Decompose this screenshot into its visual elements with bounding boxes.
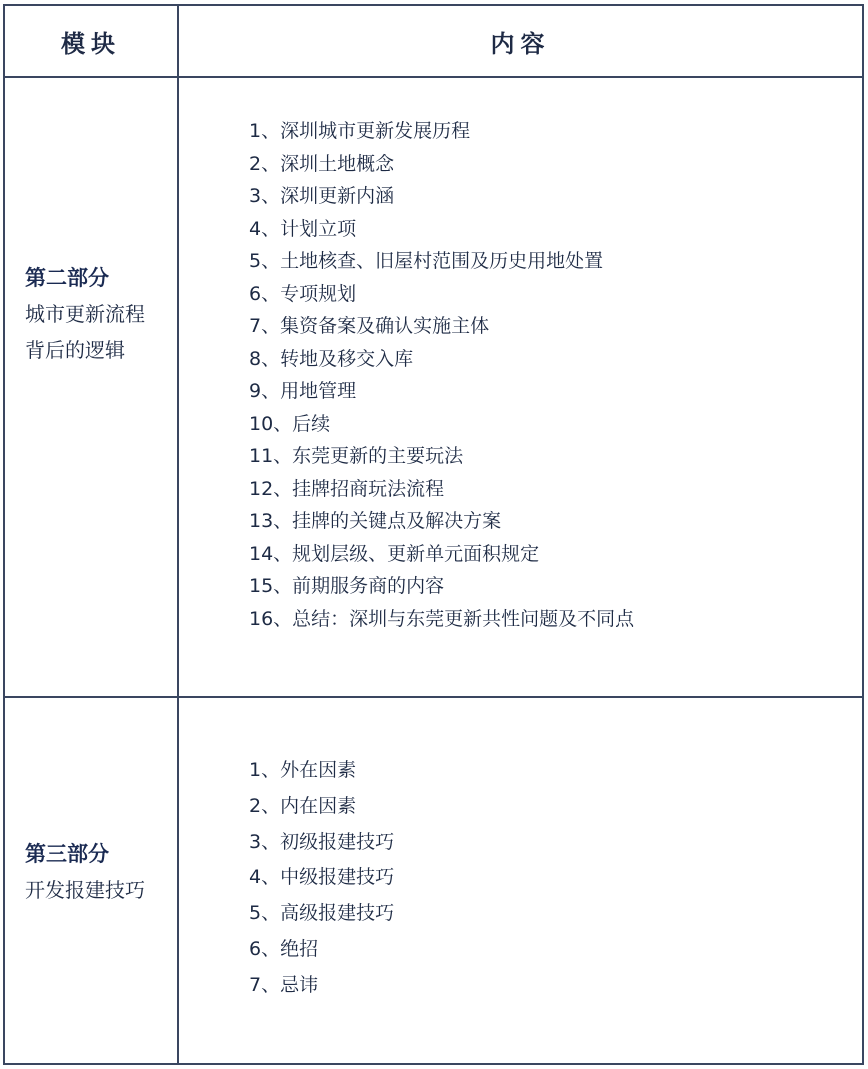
list-item: 10、后续 bbox=[249, 412, 331, 435]
table-row-part-two bbox=[5, 78, 862, 698]
list-item: 12、挂牌招商玩法流程 bbox=[249, 477, 445, 500]
list-item: 6、专项规划 bbox=[249, 282, 357, 305]
content-list bbox=[249, 753, 394, 1004]
list-item: 3、初级报建技巧 bbox=[249, 830, 395, 853]
list-item: 6、绝招 bbox=[249, 937, 319, 960]
list-item: 4、中级报建技巧 bbox=[249, 866, 395, 889]
header-module: 模块 bbox=[61, 29, 121, 58]
list-item: 16、总结：深圳与东莞更新共性问题及不同点 bbox=[249, 607, 635, 630]
table-header bbox=[5, 6, 862, 78]
table-row-part-three bbox=[5, 698, 862, 1063]
module-cell bbox=[25, 836, 175, 908]
module-subtitle: 背后的逻辑 bbox=[25, 338, 125, 362]
list-item: 14、规划层级、更新单元面积规定 bbox=[249, 542, 540, 565]
module-cell bbox=[25, 260, 175, 368]
list-item: 1、深圳城市更新发展历程 bbox=[249, 120, 471, 142]
list-item: 15、前期服务商的内容 bbox=[249, 575, 445, 597]
list-item: 13、挂牌的关键点及解决方案 bbox=[249, 510, 502, 532]
list-item: 4、计划立项 bbox=[249, 217, 357, 240]
list-item: 2、内在因素 bbox=[249, 794, 357, 817]
module-subtitle: 城市更新流程 bbox=[25, 302, 145, 326]
list-item: 7、集资备案及确认实施主体 bbox=[249, 315, 490, 337]
list-item: 5、土地核查、旧屋村范围及历史用地处置 bbox=[249, 250, 604, 272]
list-item: 2、深圳土地概念 bbox=[249, 152, 395, 175]
list-item: 7、忌讳 bbox=[249, 973, 319, 996]
content-list bbox=[249, 115, 634, 635]
list-item: 8、转地及移交入库 bbox=[249, 347, 414, 370]
module-title: 第三部分 bbox=[25, 842, 109, 866]
course-table bbox=[3, 4, 864, 1065]
list-item: 11、东莞更新的主要玩法 bbox=[249, 445, 464, 467]
list-item: 3、深圳更新内涵 bbox=[249, 185, 395, 207]
list-item: 5、高级报建技巧 bbox=[249, 902, 395, 925]
module-title: 第二部分 bbox=[25, 266, 109, 290]
list-item: 9、用地管理 bbox=[249, 380, 357, 402]
module-subtitle: 开发报建技巧 bbox=[25, 878, 145, 902]
header-content: 内容 bbox=[490, 29, 551, 58]
list-item: 1、外在因素 bbox=[249, 759, 357, 781]
